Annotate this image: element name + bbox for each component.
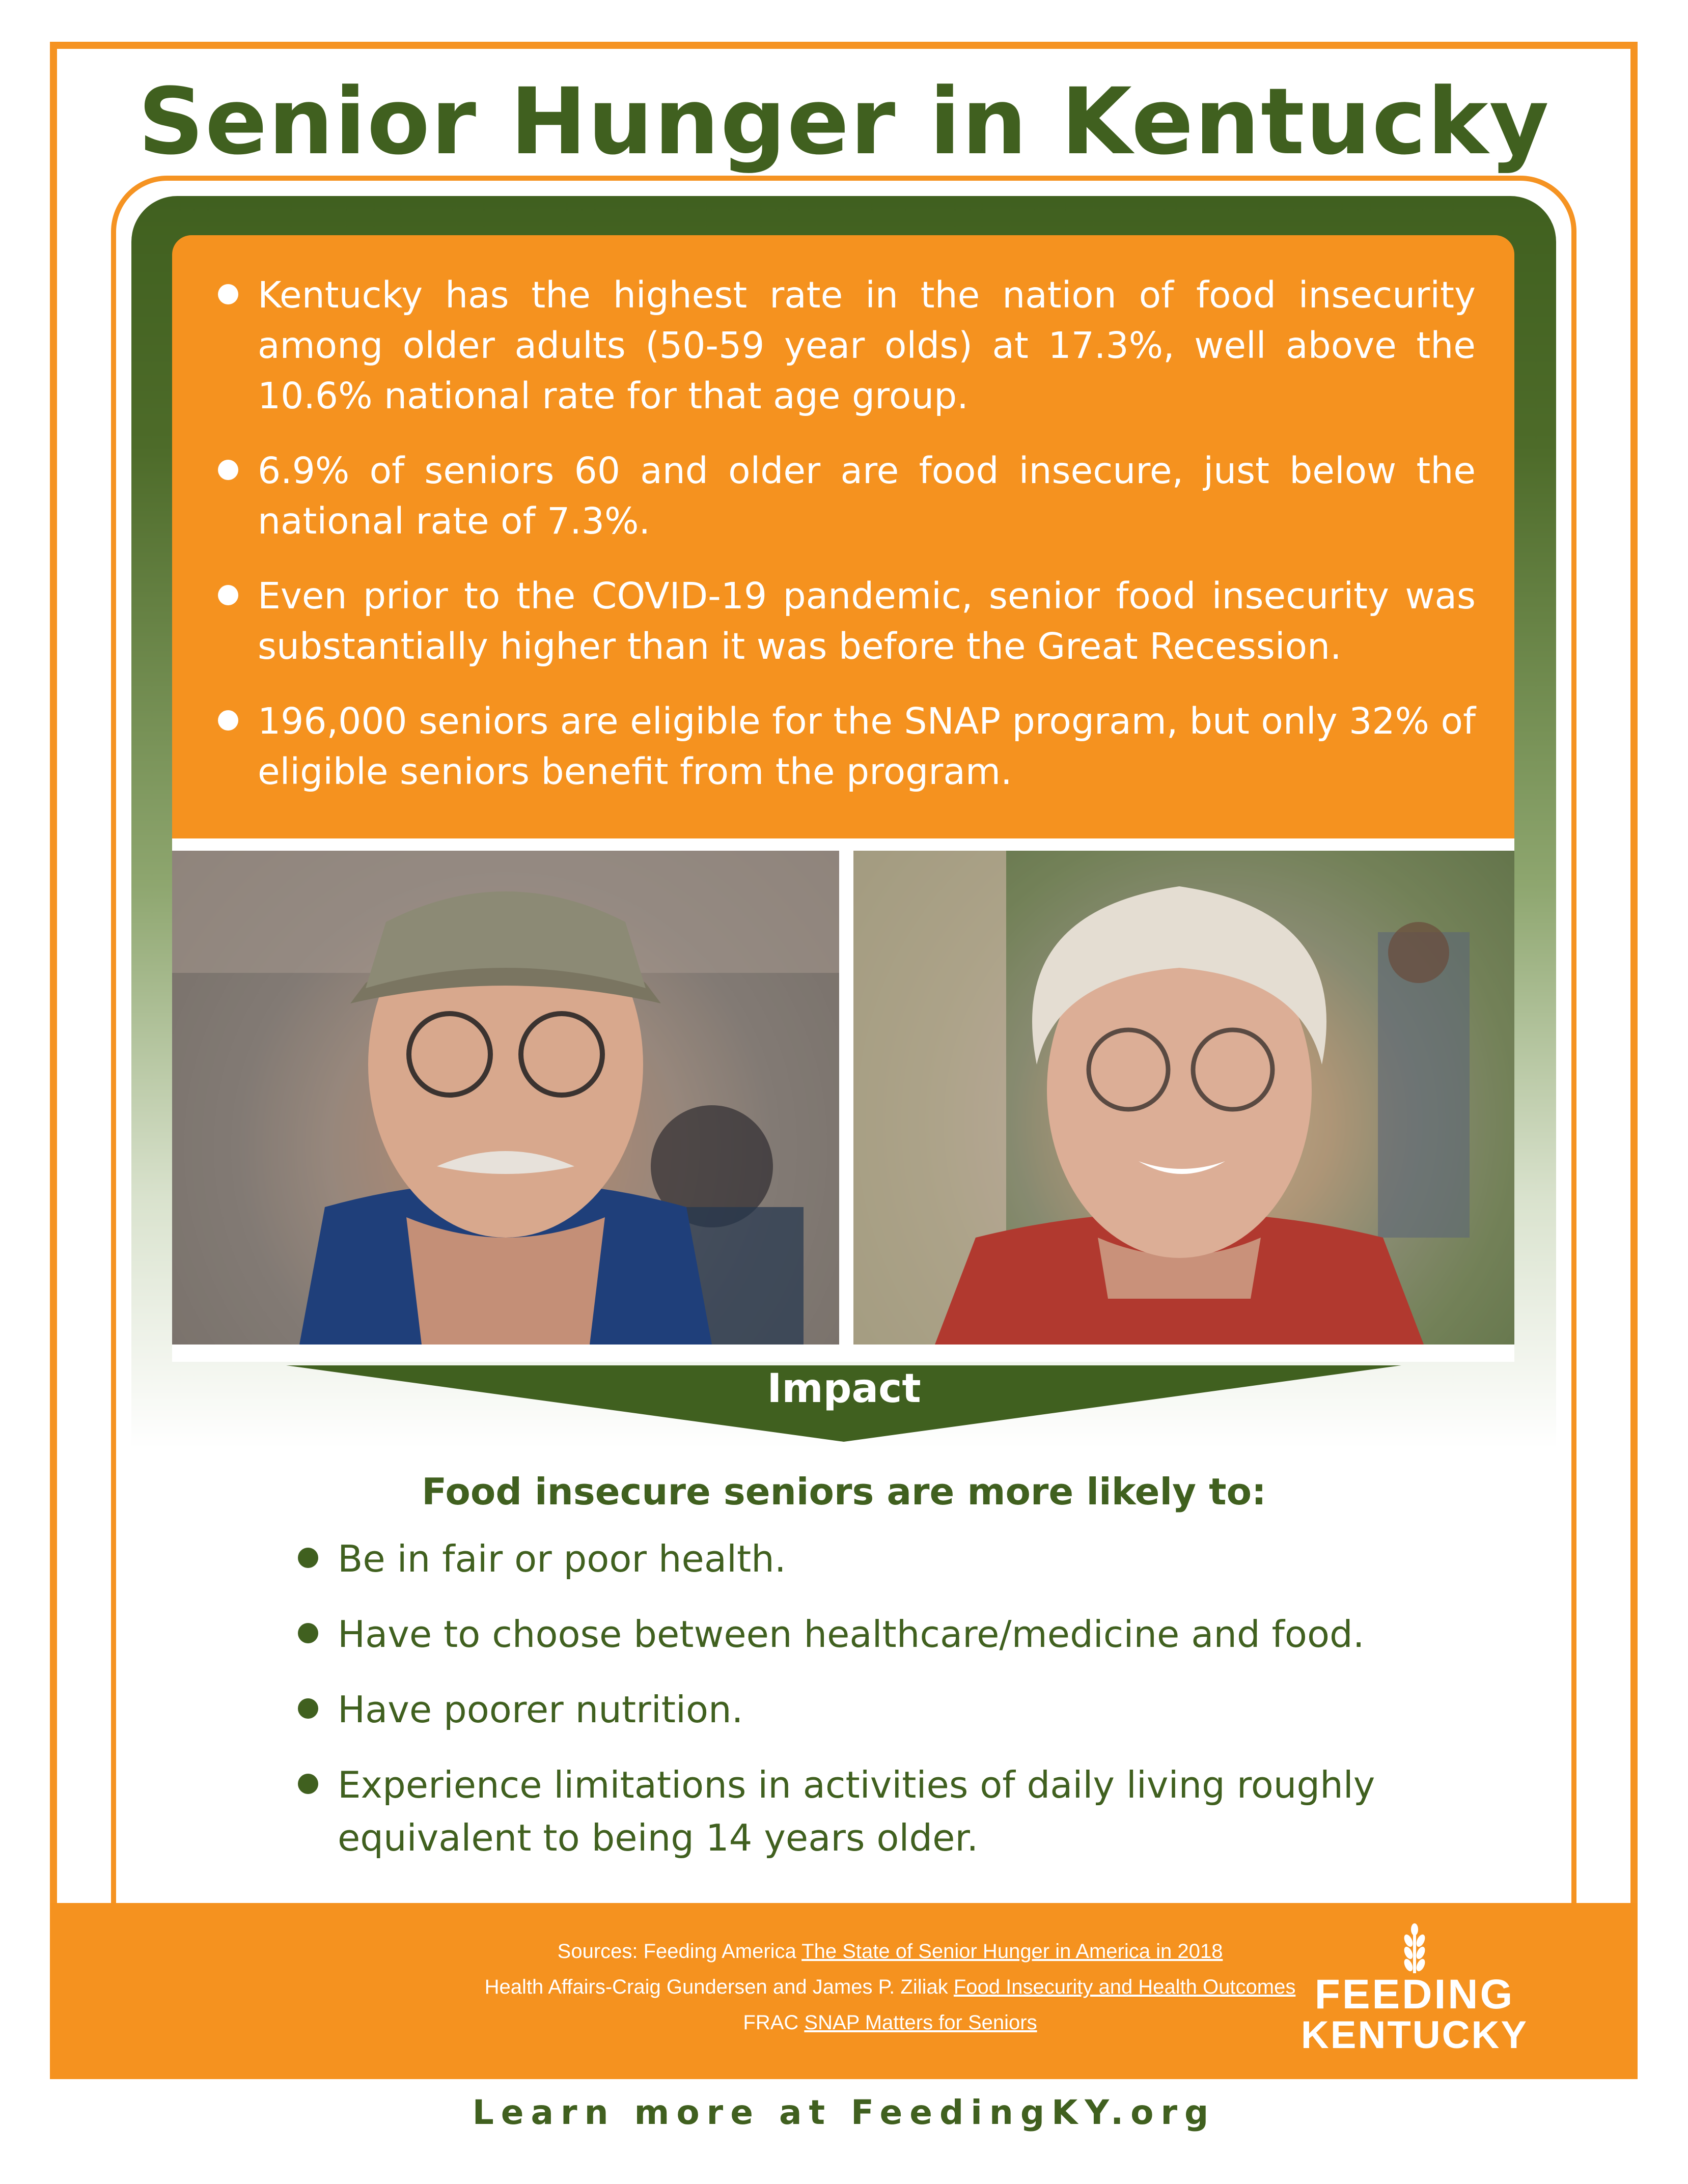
fact-item <box>218 270 1476 421</box>
source-prefix: FRAC <box>743 2011 805 2034</box>
photo-strip <box>172 838 1514 1362</box>
fact-item <box>218 445 1476 546</box>
fact-text: 6.9% of seniors 60 and older are food insecure, just below the national rate of 7.3%. <box>258 450 1476 542</box>
logo-line-feeding: FEEDING <box>1314 1971 1515 2018</box>
logo-line-kentucky: KENTUCKY <box>1300 2013 1529 2057</box>
impact-text: Have poorer nutrition. <box>338 1688 743 1731</box>
source-link-snap-matters[interactable]: SNAP Matters for Seniors <box>804 2011 1037 2034</box>
source-prefix: Health Affairs-Craig Gundersen and James P. Ziliak <box>484 1976 954 1998</box>
facts-list <box>218 270 1476 821</box>
impact-label: Impact <box>767 1366 921 1412</box>
fact-item <box>218 696 1476 797</box>
source-prefix: Sources: Feeding America <box>557 1940 802 1963</box>
feeding-kentucky-logo <box>1272 1923 1557 2056</box>
photo-senior-man <box>172 851 839 1345</box>
impact-text: Experience limitations in activities of daily living roughly equivalent to being 14 years older. <box>338 1763 1375 1859</box>
photo-senior-woman <box>853 851 1514 1345</box>
page-title: Senior Hunger in Kentucky <box>138 69 1550 175</box>
impact-item <box>298 1683 1418 1736</box>
source-link-senior-hunger[interactable]: The State of Senior Hunger in America in 2018 <box>801 1940 1223 1963</box>
impact-text: Have to choose between healthcare/medicine and food. <box>338 1613 1365 1656</box>
footer-band <box>50 1903 1638 2079</box>
bullet-icon <box>298 1698 318 1719</box>
bullet-icon <box>218 710 238 731</box>
bullet-icon <box>298 1548 318 1568</box>
impact-heading: Food insecure seniors are more likely to: <box>422 1470 1266 1513</box>
impact-text: Be in fair or poor health. <box>338 1537 786 1580</box>
senior-man-illustration <box>172 851 839 1345</box>
fact-item <box>218 571 1476 671</box>
impact-item <box>298 1758 1418 1864</box>
source-link-health-outcomes[interactable]: Food Insecurity and Health Outcomes <box>953 1976 1296 1998</box>
impact-item <box>298 1532 1418 1585</box>
bullet-icon <box>298 1774 318 1794</box>
senior-woman-illustration <box>853 851 1514 1345</box>
fact-text: 196,000 seniors are eligible for the SNAP program, but only 32% of eligible seniors benefit from the program. <box>258 700 1476 793</box>
bullet-icon <box>218 284 238 304</box>
fact-text: Kentucky has the highest rate in the nation of food insecurity among older adults (50-59 year olds) at 17.3%, well above the 10.6% national rate for that age group. <box>258 274 1476 417</box>
impact-item <box>298 1608 1418 1661</box>
impact-list <box>298 1532 1418 1887</box>
facts-box <box>172 235 1514 838</box>
fact-text: Even prior to the COVID-19 pandemic, senior food insecurity was substantially higher than it was before the Great Recession. <box>258 575 1476 667</box>
bullet-icon <box>218 460 238 480</box>
learn-more-link[interactable]: Learn more at FeedingKY.org <box>472 2093 1216 2132</box>
bullet-icon <box>218 585 238 605</box>
wheat-icon <box>1272 1923 1557 1974</box>
bullet-icon <box>298 1623 318 1643</box>
